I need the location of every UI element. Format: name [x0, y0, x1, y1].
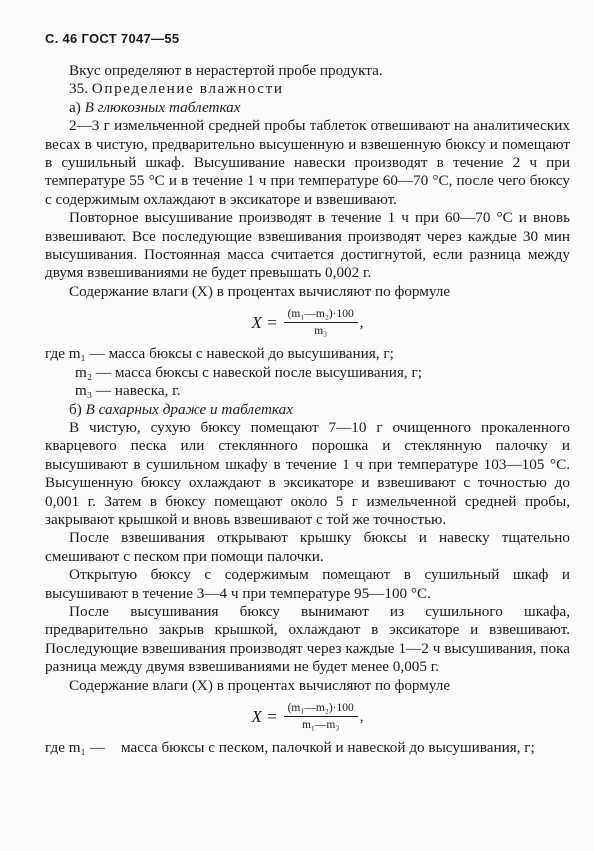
paragraph: После высушивания бюксу вынимают из сушильного шкафа, предварительно закрыв крышкой, охлаждают в эксикаторе и взвешивают. Последующие взвешивания производят через каждые 1—2 ч высушивания, пока разница между двумя взвешиваниями не будет менее 0,005 г.	[45, 602, 570, 676]
where-block	[45, 739, 570, 757]
where-line: m₂ — масса бюксы с навеской после высушивания, г;	[75, 363, 422, 381]
formula-denominator: m₃	[314, 325, 328, 338]
paragraph: 2—3 г измельченной средней пробы таблеток отвешивают на аналитических весах в чистую, предварительно высушенную и взвешенную бюксу и помещают в сушильный шкаф. Высушивание навески производят в течение 2 ч при температуре 55 °С и в течение 1 ч при температуре 60—70 °С, после чего бюксу с содержимым охлаждают в эксикаторе и взвешивают.	[45, 117, 570, 208]
formula-fraction	[284, 702, 358, 732]
formula-denominator: m₁—m₃	[301, 719, 340, 731]
formula-numerator: (m₁—m₂)·100	[284, 702, 358, 717]
section-title: Определение влажности	[91, 80, 284, 98]
paragraph: После взвешивания открывают крышку бюксы и навеску тщательно смешивают с песком при помощи палочки.	[45, 529, 570, 565]
formula-fraction	[284, 308, 358, 338]
where-line: m₃ — навеска, г.	[75, 382, 181, 400]
subsection-prefix: а)	[69, 98, 81, 116]
paragraph: Повторное высушивание производят в течение 1 ч при 60—70 °С и вновь взвешивают. Все последующие взвешивания производят через каждые 30 мин высушивания. Постоянная масса считается достигнутой, если разница между двумя взвешиваниями не будет превышать 0,002 г.	[45, 209, 570, 282]
section-number: 35.	[69, 80, 88, 98]
subsection-prefix: б)	[69, 400, 82, 418]
formula-lhs: X =	[251, 706, 278, 726]
where-line: где m₁ — масса бюксы с навеской до высушивания, г;	[45, 345, 394, 363]
formula-comma: ,	[359, 315, 364, 332]
formula-1	[45, 303, 570, 343]
subsection-a-heading	[45, 99, 570, 117]
section-35-heading	[45, 80, 570, 98]
subsection-b-heading	[45, 401, 570, 419]
page-header: С. 46 ГОСТ 7047—55	[45, 31, 180, 46]
formula-comma: ,	[359, 708, 364, 725]
formula-lhs: X =	[251, 313, 278, 333]
formula-intro: Содержание влаги (X) в процентах вычисляют по формуле	[69, 282, 451, 300]
document-body	[45, 62, 570, 757]
paragraph: Открытую бюксу с содержимым помещают в сушильный шкаф и высушивают в течение 3—4 ч при температуре 95—100 °С.	[45, 566, 570, 602]
where-label: где m₁ —	[45, 739, 105, 756]
where-text: масса бюксы с песком, палочкой и навеской до высушивания, г;	[121, 739, 535, 756]
formula-2	[45, 697, 570, 737]
subsection-title: В глюкозных таблетках	[84, 98, 241, 116]
taste-line: Вкус определяют в нерастертой пробе продукта.	[69, 62, 383, 79]
formula-numerator: (m₁—m₂)·100	[284, 308, 358, 323]
formula-intro: Содержание влаги (X) в процентах вычисляют по формуле	[69, 676, 451, 694]
paragraph: В чистую, сухую бюксу помещают 7—10 г очищенного прокаленного кварцевого песка или стеклянного порошка и стеклянную палочку и высушивают в сушильном шкафу в течение 1 ч при температуре 103—105 °С. Высушенную бюксу охлаждают в эксикаторе и взвешивают с точностью до 0,001 г. Затем в бюксу помещают около 5 г измельченной средней пробы, закрывают крышкой и вновь взвешивают с той же точностью.	[45, 418, 570, 528]
subsection-title: В сахарных драже и таблетках	[85, 400, 293, 418]
